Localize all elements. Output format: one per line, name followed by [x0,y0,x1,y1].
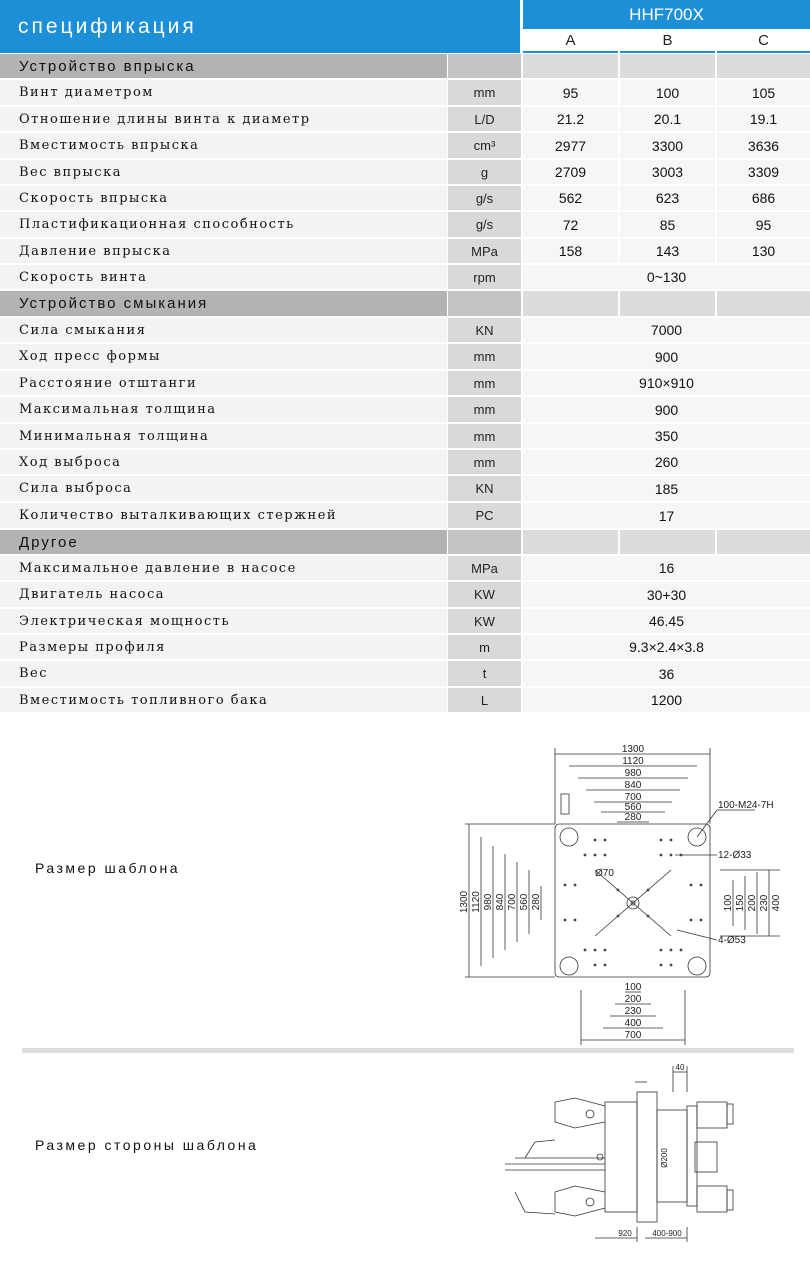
callout-thread: 100-M24-7H [718,800,774,811]
dim-top-1: 1300 [621,744,645,755]
spec-unit: MPa [448,239,521,263]
spec-value-merged: 260 [523,450,810,474]
dim-top-6: 560 [624,802,642,813]
spec-value-a: 2977 [523,133,618,158]
section-value-cell [620,291,715,316]
side-drawing [495,1062,755,1247]
spec-value-b: 143 [620,239,715,263]
spec-label: Винт диаметром [0,80,447,105]
spec-value-c: 19.1 [717,107,810,131]
section-title: Устройство смыкания [0,291,447,316]
spec-value-a: 158 [523,239,618,263]
spec-unit: mm [448,344,521,369]
dim-left-5: 700 [507,893,518,911]
spec-label: Электрическая мощность [0,609,447,633]
dim-left-3: 980 [483,893,494,911]
spec-unit [448,54,521,78]
spec-row [0,608,810,634]
section-value-cell [620,530,715,554]
spec-label: Вместимость топливного бака [0,688,447,712]
spec-label: Размеры профиля [0,635,447,659]
spec-unit [448,291,521,316]
spec-label: Сила выброса [0,476,447,501]
spec-unit: KW [448,582,521,607]
spec-value-c: 686 [717,186,810,210]
spec-unit: L/D [448,107,521,131]
variant-a: A [523,30,618,53]
spec-unit: mm [448,397,521,422]
spec-value-merged: 910×910 [523,371,810,395]
spec-label: Пластификационная способность [0,212,447,237]
spec-row [0,317,810,343]
spec-value-c: 130 [717,239,810,263]
dim-bottom-4: 400 [624,1018,642,1029]
dim-left-2: 1120 [471,891,482,913]
dim-left-1: 1300 [459,890,470,914]
spec-unit: t [448,661,521,686]
spec-label: Ход выброса [0,450,447,474]
spec-row [0,449,810,475]
spec-row [0,423,810,449]
spec-unit [448,530,521,554]
spec-label: Ход пресс формы [0,344,447,369]
callout-4-holes: 4-Ø53 [718,935,746,946]
spec-unit: g/s [448,212,521,237]
spec-label: Максимальное давление в насосе [0,556,447,580]
spec-value-a: 21.2 [523,107,618,131]
section-value-cell [523,291,618,316]
spec-label: Вместимость впрыска [0,133,447,158]
template-caption: Размер шаблона [35,860,181,876]
spec-row [0,132,810,159]
spec-row [0,159,810,185]
spec-label: Минимальная толщина [0,424,447,448]
spec-label: Давление впрыска [0,239,447,263]
spec-value-c: 105 [717,80,810,105]
spec-unit: mm [448,450,521,474]
spec-unit: KW [448,609,521,633]
spec-value-a: 72 [523,212,618,237]
spec-value-c: 3636 [717,133,810,158]
spec-value-b: 3003 [620,160,715,184]
dim-top-4: 840 [624,780,642,791]
model-name: HHF700X [523,0,810,29]
dim-bottom-1: 100 [624,982,642,993]
spec-value-merged: 900 [523,344,810,369]
dim-bottom-5: 700 [624,1030,642,1041]
spec-value-merged: 900 [523,397,810,422]
spec-value-a: 95 [523,80,618,105]
section-value-cell [717,291,810,316]
spec-value-merged: 0~130 [523,265,810,289]
variant-c: C [717,30,810,53]
spec-row [0,264,810,290]
dim-right-1: 100 [723,894,734,912]
dim-bottom-3: 230 [624,1006,642,1017]
side-dim-width: 40 [675,1063,685,1072]
spec-label: Скорость впрыска [0,186,447,210]
spec-label: Вес впрыска [0,160,447,184]
spec-title: спецификация [0,0,520,53]
spec-value-b: 85 [620,212,715,237]
spec-label: Сила смыкания [0,318,447,342]
dim-top-5: 700 [624,792,642,803]
spec-value-merged: 350 [523,424,810,448]
spec-value-b: 3300 [620,133,715,158]
spec-value-merged: 1200 [523,688,810,712]
spec-value-merged: 36 [523,661,810,686]
section-value-cell [523,530,618,554]
dim-left-6: 560 [519,893,530,911]
dim-top-2: 1120 [622,756,644,767]
spec-value-a: 562 [523,186,618,210]
spec-row [0,396,810,423]
section-value-cell [620,54,715,78]
spec-value-c: 95 [717,212,810,237]
side-caption: Размер стороны шаблона [35,1137,259,1153]
spec-value-merged: 7000 [523,318,810,342]
section-header-row [0,53,810,79]
spec-unit: cm³ [448,133,521,158]
spec-value-merged: 185 [523,476,810,501]
spec-value-b: 100 [620,80,715,105]
side-dim-diameter: Ø200 [660,1148,669,1168]
spec-label: Отношение длины винта к диаметр [0,107,447,131]
spec-row [0,185,810,211]
side-dim-stroke: 400-900 [652,1229,682,1238]
spec-unit: MPa [448,556,521,580]
dim-left-7: 280 [531,893,542,911]
spec-row [0,502,810,529]
spec-value-merged: 9.3×2.4×3.8 [523,635,810,659]
spec-unit: mm [448,80,521,105]
spec-row [0,475,810,502]
spec-unit: m [448,635,521,659]
spec-row [0,687,810,713]
spec-unit: KN [448,476,521,501]
spec-unit: mm [448,371,521,395]
spec-value-merged: 30+30 [523,582,810,607]
dim-top-3: 980 [624,768,642,779]
spec-value-merged: 16 [523,556,810,580]
spec-row [0,370,810,396]
spec-row [0,660,810,687]
dim-right-4: 230 [759,894,770,912]
section-header-row [0,290,810,317]
dim-bottom-2: 200 [624,994,642,1005]
spec-value-merged: 17 [523,503,810,528]
spec-unit: rpm [448,265,521,289]
dim-top-7: 280 [624,812,642,823]
callout-center-hole: Ø70 [595,868,614,879]
section-value-cell [717,530,810,554]
spec-unit: L [448,688,521,712]
spec-label: Скорость винта [0,265,447,289]
spec-label: Максимальная толщина [0,397,447,422]
spec-unit: PC [448,503,521,528]
spec-label: Двигатель насоса [0,582,447,607]
spec-unit: KN [448,318,521,342]
spec-unit: mm [448,424,521,448]
spec-row [0,343,810,370]
spec-unit: g/s [448,186,521,210]
spec-row [0,238,810,264]
spec-label: Расстояние отштанги [0,371,447,395]
dim-left-4: 840 [495,893,506,911]
variant-b: B [620,30,715,53]
spec-value-b: 20.1 [620,107,715,131]
spec-row [0,581,810,608]
spec-value-merged: 46.45 [523,609,810,633]
section-header-row [0,529,810,555]
spec-row [0,106,810,132]
dim-right-5: 400 [771,894,782,912]
dim-right-3: 200 [747,894,758,912]
spec-value-a: 2709 [523,160,618,184]
spec-value-c: 3309 [717,160,810,184]
spec-value-b: 623 [620,186,715,210]
callout-12-holes: 12-Ø33 [718,850,752,861]
dim-right-2: 150 [735,894,746,912]
spec-row [0,555,810,581]
spec-label: Вес [0,661,447,686]
section-value-cell [717,54,810,78]
spec-unit: g [448,160,521,184]
spec-label: Количество выталкивающих стержней [0,503,447,528]
section-title: Другое [0,530,447,554]
side-dim-length: 920 [618,1229,632,1238]
spec-row [0,634,810,660]
spec-row [0,211,810,238]
spec-row [0,79,810,106]
section-value-cell [523,54,618,78]
section-title: Устройство впрыска [0,54,447,78]
platen-drawing [455,740,795,1050]
